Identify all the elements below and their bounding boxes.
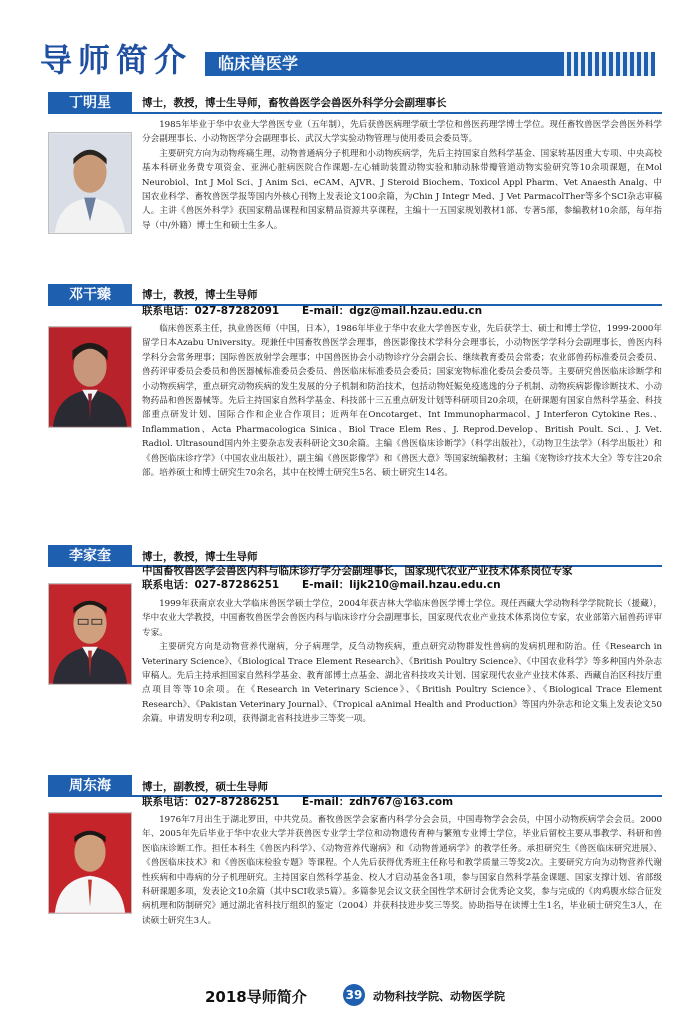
portrait-image bbox=[49, 327, 131, 427]
mentor-contact bbox=[142, 578, 501, 592]
email-text[interactable]: E-mail：dgz@mail.hzau.edu.cn bbox=[302, 305, 483, 317]
bio-paragraph: 主要研究方向为动物疼痛生理、动物普通病分子机理和小动物疾病学，先后主持国家自然科学基金、国家转基因重大专项、中央高校基本科研业务费专项资金、亚洲心脏病医院合作课题-左心辅助装置动物实验和肺动脉带瓣管道动物实验研究等10余项课题，在Mol Neurobiol、Int J Mol Sci、J Anim Sci、eCAM、AJVR、J Steroid Biochem、Toxicol Appl Pharm、Vet Anaesth Analg、中国农业科学、畜牧兽医学报等国内外核心刊物上发表论文100余篇，为Chin J Integr Med、J Vet ParmacolTher等多个SCI杂志审稿人。主讲《兽医外科学》获国家精品课程和国家精品资源共享课程，主编十一五国家规划教材1部、专著5部，参编教材10余部，每年指导（中/外籍）博士生和硕士生多人。 bbox=[142, 148, 662, 231]
department-title: 临床兽医学 bbox=[218, 54, 299, 73]
mentor-name: 邓干臻 bbox=[48, 284, 132, 306]
bio-paragraph: 1985年毕业于华中农业大学兽医专业（五年制），先后获兽医病理学硕士学位和兽医药理学博士学位。现任畜牧兽医学会兽医外科学分会副理事长、小动物医学分会副理事长、武汉大学实验动物管理与使用委员会委员等。 bbox=[142, 120, 662, 145]
mentor-photo bbox=[48, 812, 132, 914]
mentor-name: 李家奎 bbox=[48, 545, 132, 567]
mentor-name: 周东海 bbox=[48, 775, 132, 797]
phone-text: 联系电话：027-87286251 bbox=[142, 796, 280, 808]
page-header bbox=[0, 0, 700, 92]
mentor-title-secondary: 中国畜牧兽医学会兽医内科与临床诊疗学分会副理事长，国家现代农业产业技术体系岗位专家 bbox=[142, 565, 573, 577]
mentor-title: 博士，教授，博士生导师 bbox=[142, 289, 258, 301]
page-footer bbox=[0, 984, 700, 1008]
bio-paragraph: 主要研究方向是动物营养代谢病，分子病理学，反刍动物疾病，重点研究动物群发性兽病的发病机理和防治。任《Research in Veterinary Science》、《Biological Trace Element Research》、《British Poultry Science》、《中国农业科学》等多种国内外杂志审稿人。先后主持承担国家自然科学基金、教育部博士点基金、湖北省科技攻关计划、国家现代农业产业技术体系、西藏自治区科技厅重点项目等等10余项。在《Research in Veterinary Science》、《British Poultry Science》、《Biological Trace Element Research》、《Pakistan Veterinary Journal》、《Tropical aAnimal Health and Production》等国内外杂志和论文集上发表论文50余篇。申请发明专利2项，获得湖北省科技进步三等奖一项。 bbox=[142, 642, 662, 725]
page-number: 39 bbox=[343, 984, 365, 1006]
mentor-name: 丁明星 bbox=[48, 92, 132, 114]
mentor-title: 博士，教授，博士生导师，畜牧兽医学会兽医外科学分会副理事长 bbox=[142, 97, 447, 109]
portrait-image bbox=[49, 813, 131, 913]
mentor-bio bbox=[142, 813, 662, 928]
mentor-photo bbox=[48, 583, 132, 685]
section-rule bbox=[132, 112, 662, 114]
mentor-contact bbox=[142, 304, 483, 318]
email-text[interactable]: E-mail：zdh767@163.com bbox=[302, 796, 454, 808]
mentor-bio bbox=[142, 597, 662, 727]
mentor-bio bbox=[142, 118, 662, 233]
page-title: 导师简介 bbox=[40, 41, 193, 79]
bio-paragraph: 临床兽医系主任，执业兽医师（中国，日本），1986年毕业于华中农业大学兽医专业，先后获学士、硕士和博士学位，1999-2000年留学日本Azabu University。现兼任中国畜牧兽医学会理事，兽医影像技术学科分会理事长，小动物医学学科分会副理事长，兽医内科学科分会常务理事；国际兽医放射学会理事；中国兽医协会小动物诊疗分会副会长、继续教育委员会常委；农业部兽药标准委员会委员、兽药评审委员会委员和兽医器械标准委员会委员、兽医临床标准委员会委员；国家宠物标准化委员会委员等。主要研究兽医临床诊断学和小动物疾病学，重点研究动物疾病的发生发展的分子机制和防治技术，包括动物妊娠免疫逃逸的分子机制、动物疾病影像诊断技术、小动物药品和兽医器械等。先后主持国家自然科学基金、科技部十三五重点研发计划等科研项目20余项，在研课题有国家自然科学基金、科技部重点研发计划、国际合作和企业合作项目；近两年在Oncotarget、Int Immunopharmacol、J Interferon Cytokine Res.、Inflammation、Acta Pharmacologica Sinica、Biol Trace Elem Res、J. Reprod.Develop、British Poult. Sci.、J. Vet. Radiol. Ultrasound国内外主要杂志发表科研论文30余篇。主编《兽医临床诊断学》（科学出版社），《动物卫生法学》（科学出版社）和《兽医临床诊疗学》（中国农业出版社），副主编《兽医影像学》和《兽医大意》等国家统编教材；主编《宠物诊疗技术大全》等专注20余部。培养硕士和博士研究生70余名，其中在校博士研究生5名、硕士研究生14名。 bbox=[142, 324, 662, 479]
mentor-contact bbox=[142, 795, 454, 809]
mentor-photo bbox=[48, 326, 132, 428]
banner-stripes bbox=[560, 52, 655, 76]
phone-text: 联系电话：027-87286251 bbox=[142, 579, 280, 591]
mentor-title: 博士，教授，博士生导师 bbox=[142, 551, 258, 563]
mentor-photo bbox=[48, 132, 132, 234]
bio-paragraph: 1999年获南京农业大学临床兽医学硕士学位，2004年获吉林大学临床兽医学博士学位。现任西藏大学动物科学学院院长（援藏），华中农业大学教授，中国畜牧兽医学会兽医内科与临床诊疗分会副理事长，国家现代农业产业技术体系岗位专家，农业部第六届兽药评审专家。 bbox=[142, 599, 662, 638]
footer-college: 动物科技学院、动物医学院 bbox=[373, 990, 505, 1003]
email-text[interactable]: E-mail：lijk210@mail.hzau.edu.cn bbox=[302, 579, 501, 591]
portrait-image bbox=[49, 133, 131, 233]
mentor-title: 博士，副教授，硕士生导师 bbox=[142, 781, 268, 793]
mentor-bio bbox=[142, 322, 662, 480]
bio-paragraph: 1976年7月出生于湖北罗田，中共党员。畜牧兽医学会家畜内科学分会会员，中国毒物学会会员，中国小动物疾病学会会员。2000年、2005年先后毕业于华中农业大学并获兽医专业学士学位和动物遗传育种与繁殖专业博士学位，毕业后留校主要从事教学、科研和兽医临床诊断工作。担任本科生《兽医内科学》、《动物营养代谢病》和《动物普通病学》的教学任务。承担研究生《兽医临床研究进展》、《兽医临床技术》和《兽医临床检验专题》等课程。个人先后获得优秀班主任称号和教学质量三等奖2次。主要研究方向为动物营养代谢性疾病和中毒病的分子机理研究。主持国家自然科学基金、校人才启动基金各1项，参与国家自然科学基金课题、国家支撑计划、省部级科研课题多项，发表论文10余篇（其中SCI收录5篇）。多篇参见会议文获全国性学术研讨会优秀论文奖，参与完成的《肉鸡腹水综合征发病机理和防制研究》通过湖北省科技厅组织的鉴定（2004）并获科技进步奖三等奖。协助指导在读博士生1名，毕业硕士研究生3人，在读硕士研究生3人。 bbox=[142, 815, 662, 926]
portrait-image bbox=[49, 584, 131, 684]
phone-text: 联系电话：027-87282091 bbox=[142, 305, 280, 317]
footer-title: 2018导师简介 bbox=[205, 988, 307, 1006]
